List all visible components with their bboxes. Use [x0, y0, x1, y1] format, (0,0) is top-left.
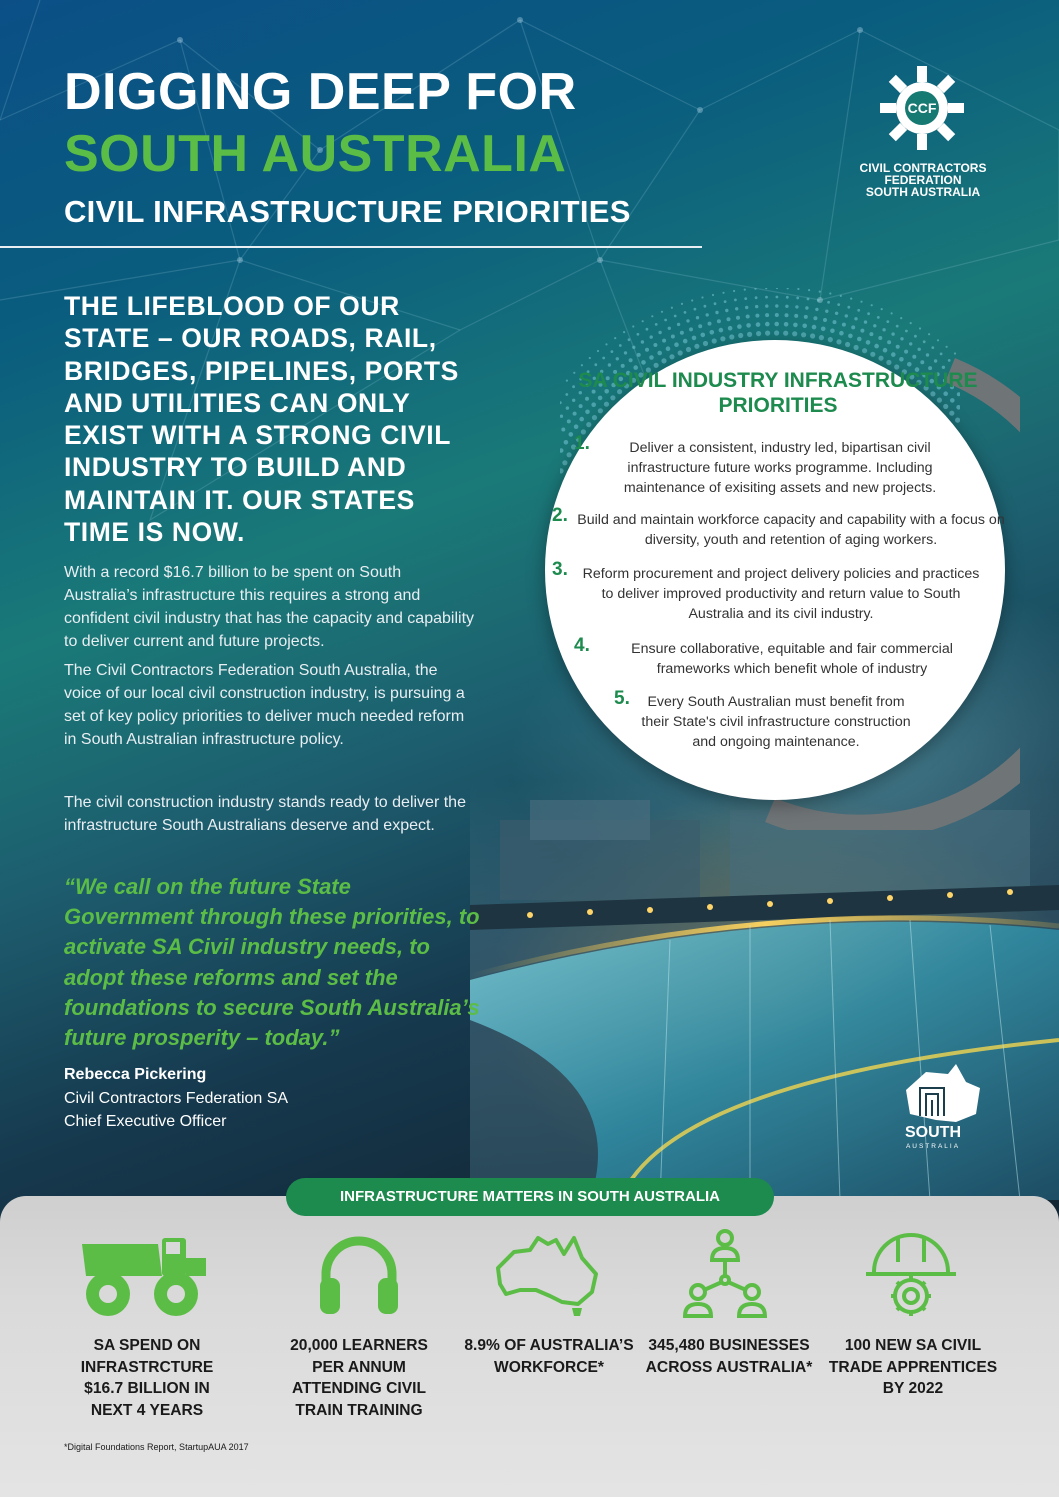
stat-workforce: 8.9% OF AUSTRALIA’S WORKFORCE* [464, 1337, 634, 1376]
halo-dot [825, 310, 828, 313]
lead-statement: THE LIFEBLOOD OF OUR STATE – OUR ROADS, RAIL, BRIDGES, PIPELINES, PORTS AND UTILITIES CAN ONLY EXIST WITH A STRONG CIVIL INDUSTRY TO BUILD AND MAINTAIN IT. OUR STATES TIME IS NOW. [64, 291, 459, 548]
halo-dot [775, 304, 778, 307]
halo-dot [704, 305, 707, 308]
halo-dot [737, 324, 742, 329]
logo-line-1: CIVIL CONTRACTORS [859, 161, 987, 175]
priority-4-number: 4. [574, 635, 590, 656]
halo-dot [642, 320, 644, 322]
halo-dot [706, 313, 709, 316]
priority-4-text: Ensure collaborative, equitable and fair commercial frameworks which benefit whole of industry [631, 641, 953, 677]
ceo-quote: “We call on the future State Government through these priorities, to activate SA Civil industry needs, to adopt these reforms and set the foundations to secure South Australia’s future prosperity – today.” [64, 874, 480, 1051]
halo-dot [776, 296, 779, 299]
halo-dot [765, 304, 768, 307]
ccf-logo-text [848, 162, 998, 198]
halo-dot [817, 299, 820, 302]
stat-learners: 20,000 LEARNERS PER ANNUM ATTENDING CIVIL TRAIN TRAINING [290, 1337, 428, 1419]
intro-paragraph-1: With a record $16.7 billion to be spent on South Australia’s infrastructure this requires a strong and confident civil industry that has the capacity and capability to deliver current and future projects. [64, 564, 475, 650]
stat-businesses: 345,480 BUSINESSES ACROSS AUSTRALIA* [645, 1337, 813, 1376]
title-line-1: DIGGING DEEP FOR [64, 63, 577, 121]
ccf-gear-icon [876, 62, 968, 154]
priority-5-number: 5. [614, 688, 630, 709]
dump-truck-icon [78, 1228, 208, 1320]
priorities-title: SA CIVIL INDUSTRY INFRASTRUCTURE PRIORITIES [578, 369, 978, 417]
halo-dot [847, 306, 850, 309]
halo-dot [715, 311, 718, 314]
halo-dot [845, 314, 848, 317]
halo-dot [812, 325, 817, 330]
halo-dot [795, 305, 798, 308]
halo-dot [804, 315, 808, 319]
halo-dot [793, 323, 798, 328]
halo-dot [775, 313, 779, 317]
halo-dot [655, 323, 658, 326]
halo-dot [677, 323, 680, 326]
halo-dot [765, 288, 767, 289]
halo-dot [784, 322, 789, 327]
halo-dot [842, 323, 846, 327]
halo-dot [837, 303, 840, 306]
intro-paragraph-3: The civil construction industry stands ready to deliver the infrastructure South Australians deserve and expect. [64, 794, 466, 834]
halo-dot [805, 306, 808, 309]
halo-dot [756, 322, 761, 327]
halo-dot [864, 320, 867, 323]
headphones-icon [294, 1228, 424, 1320]
halo-dot [873, 324, 876, 327]
ccf-mark-text: CCF [907, 100, 937, 116]
halo-dot [785, 305, 788, 308]
network-people-icon [660, 1228, 790, 1320]
halo-dot [807, 298, 810, 301]
priority-1-number: 1. [574, 433, 590, 454]
halo-dot [774, 322, 779, 327]
halo-dot [797, 288, 799, 290]
halo-dot [808, 289, 810, 291]
halo-dot [696, 316, 699, 319]
halo-dot [681, 303, 683, 305]
quote-author-org: Civil Contractors Federation SA [64, 1090, 289, 1107]
halo-dot [891, 312, 893, 314]
stats-banner: INFRASTRUCTURE MATTERS IN SOUTH AUSTRALIA [286, 1178, 774, 1216]
halo-dot [735, 307, 738, 310]
halo-dot [632, 325, 634, 327]
halo-dot [851, 325, 855, 329]
priority-2-text: Build and maintain workforce capacity and capability with a focus on diversity, youth and retention of aging workers. [577, 512, 1005, 548]
halo-dot [765, 322, 770, 327]
halo-dot [698, 324, 702, 328]
priority-3-number: 3. [552, 559, 568, 580]
title-line-2: SOUTH AUSTRALIA [64, 125, 567, 183]
halo-dot [722, 292, 724, 294]
logo-line-2: FEDERATION [884, 173, 962, 187]
halo-dot [813, 316, 817, 320]
halo-dot [755, 296, 758, 299]
halo-dot [686, 319, 689, 322]
halo-dot [854, 317, 857, 320]
priority-1-text: Deliver a consistent, industry led, bipartisan civil infrastructure future works programme. Including maintenance of exisiting assets and new projects. [623, 440, 937, 496]
halo-dot [736, 316, 740, 320]
halo-dot [871, 304, 873, 306]
footnote: *Digital Foundations Report, StartupAUA 2017 [64, 1442, 249, 1452]
stat-infrastructure-spend: SA SPEND ON INFRASTRCTURE $16.7 BILLION IN NEXT 4 YEARS [80, 1337, 214, 1419]
halo-dot [651, 315, 653, 317]
halo-dot [829, 292, 831, 294]
halo-dot [896, 325, 899, 328]
sa-logo-name: SOUTH [905, 1124, 961, 1141]
halo-dot [819, 291, 821, 293]
halo-dot [827, 301, 830, 304]
halo-dot [786, 296, 789, 299]
halo-dot [744, 289, 746, 291]
halo-dot [744, 297, 747, 300]
halo-dot [755, 314, 759, 318]
halo-dot [701, 296, 703, 298]
halo-dot [691, 299, 693, 301]
halo-dot [671, 307, 673, 309]
header-divider [0, 246, 702, 248]
halo-dot [785, 313, 789, 317]
halo-dot [708, 322, 712, 326]
halo-dot [746, 315, 750, 319]
halo-dot [857, 309, 860, 312]
halo-dot [765, 296, 768, 299]
halo-dot [886, 320, 889, 323]
halo-dot [745, 306, 748, 309]
halo-dot [694, 308, 697, 311]
sa-logo-sub: AUSTRALIA [905, 1143, 961, 1150]
halo-dot [714, 302, 717, 305]
intro-paragraph-2: The Civil Contractors Federation South Australia, the voice of our local civil construction industry, is pursuing a set of key policy priorities to deliver much needed reform in South Australian infrastructure policy. [64, 662, 465, 748]
halo-dot [787, 288, 789, 289]
halo-dot [755, 305, 758, 308]
halo-dot [796, 297, 799, 300]
australia-map-icon [484, 1228, 614, 1320]
halo-dot [867, 312, 870, 315]
halo-dot [733, 290, 735, 292]
halo-dot [802, 324, 807, 329]
halo-dot [881, 308, 883, 310]
quote-author-name: Rebecca Pickering [64, 1066, 207, 1083]
halo-dot [850, 298, 852, 300]
halo-dot [754, 288, 756, 290]
stat-apprentices: 100 NEW SA CIVIL TRADE APPRENTICES BY 2022 [828, 1337, 998, 1397]
quote-author-role: Chief Executive Officer [64, 1113, 227, 1130]
halo-dot [823, 318, 827, 322]
halo-dot [860, 301, 862, 303]
hardhat-gear-icon [846, 1228, 976, 1320]
halo-dot [776, 288, 778, 289]
halo-dot [734, 299, 737, 302]
halo-dot [746, 323, 751, 328]
halo-dot [815, 308, 818, 311]
halo-dot [877, 316, 880, 319]
halo-dot [724, 300, 727, 303]
halo-dot [910, 322, 912, 324]
halo-dot [833, 320, 837, 324]
halo-dot [794, 314, 798, 318]
halo-dot [684, 311, 687, 314]
halo-dot [900, 317, 902, 319]
halo-dot [712, 294, 714, 296]
halo-dot [840, 295, 842, 297]
logo-line-3: SOUTH AUSTRALIA [865, 185, 981, 199]
halo-dot [835, 312, 838, 315]
halo-dot [725, 309, 728, 312]
priority-2-number: 2. [552, 505, 568, 526]
halo-dot [661, 311, 663, 313]
halo-dot [674, 315, 677, 318]
priority-3-text: Reform procurement and project delivery policies and practices to deliver improved productivity and return value to South Australia and its civil industry. [582, 566, 980, 622]
halo-dot [717, 319, 721, 323]
halo-dot [765, 313, 769, 317]
halo-dot [727, 317, 731, 321]
halo-dot [664, 319, 667, 322]
subtitle: CIVIL INFRASTRUCTURE PRIORITIES [64, 194, 631, 229]
priority-5-text: Every South Australian must benefit from their State's civil infrastructure construction and ongoing maintenance. [641, 694, 911, 750]
